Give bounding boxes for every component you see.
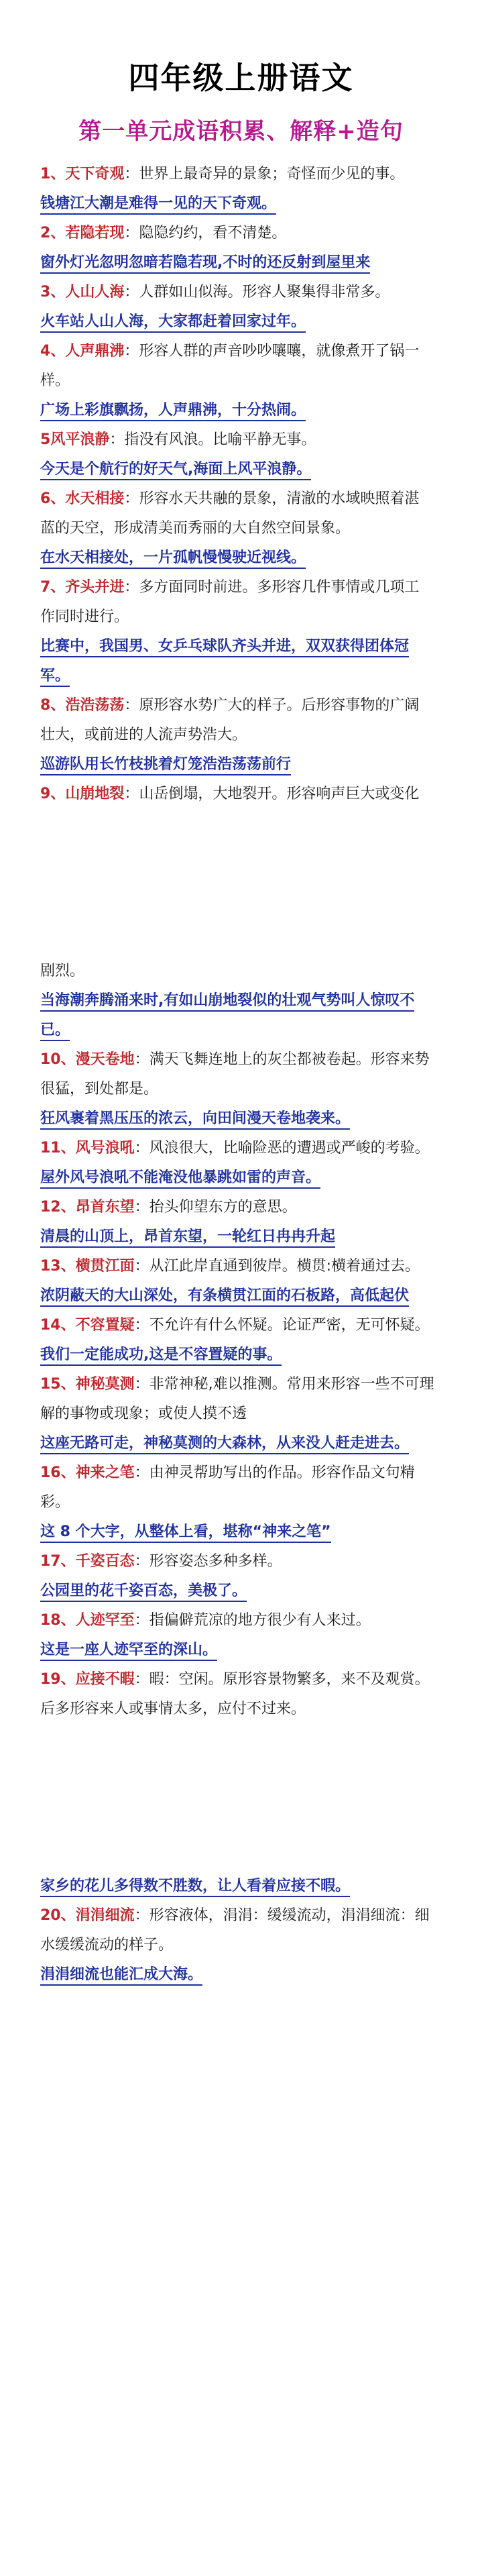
entry-number: 2、 bbox=[40, 225, 66, 241]
definition-line bbox=[40, 1695, 456, 1724]
definition-line bbox=[40, 1606, 456, 1635]
idiom-term: 神秘莫测 bbox=[75, 1376, 135, 1393]
definition-text: 很猛，到处都是。 bbox=[40, 1081, 159, 1097]
idiom-term: 涓涓细流 bbox=[75, 1907, 135, 1924]
example-sentence: 钱塘江大潮是难得一见的天下奇观。 bbox=[40, 195, 276, 215]
definition-line bbox=[40, 1075, 456, 1104]
entry-number: 16、 bbox=[40, 1464, 76, 1481]
idiom-term: 应接不暇 bbox=[75, 1671, 135, 1688]
entry-number: 20、 bbox=[40, 1907, 76, 1924]
definition-text: ：指偏僻荒凉的地方很少有人来过。 bbox=[134, 1612, 371, 1629]
idiom-term: 齐头并进 bbox=[65, 579, 125, 596]
definition-line bbox=[40, 1547, 456, 1576]
definition-line bbox=[40, 160, 456, 189]
idiom-term: 水天相接 bbox=[65, 490, 125, 507]
definition-line bbox=[40, 1193, 456, 1222]
definition-text: 彩。 bbox=[40, 1494, 70, 1511]
definition-text: ：非常神秘,难以推测。常用来形容一些不可理 bbox=[134, 1376, 434, 1393]
definition-line bbox=[40, 957, 456, 986]
definition-line bbox=[40, 1458, 456, 1488]
example-sentence: 我们一定能成功,这是不容置疑的事。 bbox=[40, 1346, 282, 1366]
example-sentence-line bbox=[40, 543, 456, 573]
definition-text: ：形容水天共融的景象，清澈的水域映照着湛 bbox=[124, 490, 420, 507]
example-sentence: 浓阴蔽天的大山深处，有条横贯江面的石板路，高低起伏 bbox=[40, 1287, 409, 1307]
example-sentence: 巡游队用长竹枝挑着灯笼浩浩荡荡前行 bbox=[40, 756, 291, 775]
idiom-term: 风号浪吼 bbox=[75, 1140, 135, 1157]
example-sentence-line bbox=[40, 307, 456, 337]
idiom-term: 山崩地裂 bbox=[65, 786, 125, 802]
idiom-entry bbox=[40, 278, 456, 337]
idiom-term: 人迹罕至 bbox=[75, 1612, 135, 1629]
idiom-term: 风平浪静 bbox=[50, 431, 110, 448]
definition-text: ：世界上最奇异的景象；奇怪而少见的事。 bbox=[124, 166, 405, 182]
definition-text: ：满天飞舞连地上的灰尘都被卷起。形容来势 bbox=[134, 1051, 430, 1068]
definition-line bbox=[40, 1311, 456, 1340]
idiom-entry bbox=[40, 484, 456, 573]
definition-line bbox=[40, 1399, 456, 1429]
example-sentence: 今天是个航行的好天气,海面上风平浪静。 bbox=[40, 461, 311, 480]
entry-number: 17、 bbox=[40, 1553, 76, 1570]
idiom-entry bbox=[40, 160, 456, 219]
idiom-entry bbox=[40, 425, 456, 484]
definition-text: 后多形容来人或事情太多，应付不过来。 bbox=[40, 1701, 306, 1717]
example-sentence-line bbox=[40, 189, 456, 219]
example-sentence: 这是一座人迹罕至的深山。 bbox=[40, 1642, 217, 1661]
definition-line bbox=[40, 484, 456, 514]
definition-text: 蓝的天空，形成清美而秀丽的大自然空间景象。 bbox=[40, 520, 351, 537]
definition-line bbox=[40, 1252, 456, 1281]
idiom-entry bbox=[40, 957, 456, 1045]
idiom-term: 横贯江面 bbox=[75, 1258, 135, 1275]
example-sentence: 在水天相接处，一片孤帆慢慢驶近视线。 bbox=[40, 549, 306, 569]
entry-number: 11、 bbox=[40, 1140, 76, 1157]
example-sentence: 这 8 个大字，从整体上看，堪称“神来之笔” bbox=[40, 1523, 331, 1543]
definition-text: ：原形容水势广大的样子。后形容事物的广阔 bbox=[124, 697, 420, 714]
example-sentence-line bbox=[40, 1163, 456, 1193]
idiom-entry bbox=[40, 1665, 456, 1724]
example-sentence-line bbox=[40, 1635, 456, 1665]
definition-text: ：风浪很大，比喻险恶的遭遇或严峻的考验。 bbox=[134, 1140, 430, 1157]
example-sentence-line bbox=[40, 1340, 456, 1370]
example-sentence-line bbox=[40, 986, 456, 1016]
example-sentence-line bbox=[40, 1960, 456, 1990]
definition-line bbox=[40, 425, 456, 455]
example-sentence: 清晨的山顶上，昂首东望，一轮红日冉冉升起 bbox=[40, 1228, 335, 1248]
idiom-term: 千姿百态 bbox=[75, 1553, 135, 1570]
idiom-term: 人山人海 bbox=[65, 284, 125, 301]
idiom-entry bbox=[40, 337, 456, 425]
example-sentence-line bbox=[40, 1517, 456, 1547]
entry-number: 19、 bbox=[40, 1671, 76, 1688]
idiom-entry bbox=[40, 1901, 456, 1990]
example-sentence: 公园里的花千姿百态，美极了。 bbox=[40, 1582, 247, 1602]
definition-text: ：从江此岸直通到彼岸。横贯:横着通过去。 bbox=[134, 1258, 420, 1275]
example-sentence: 窗外灯光忽明忽暗若隐若现,不时的还反射到屋里来 bbox=[40, 254, 370, 274]
example-sentence: 已。 bbox=[40, 1022, 70, 1041]
definition-line bbox=[40, 278, 456, 307]
definition-text: 剧烈。 bbox=[40, 963, 85, 979]
definition-text: ：隐隐约约，看不清楚。 bbox=[124, 225, 287, 241]
definition-text: ：形容姿态多种多样。 bbox=[134, 1553, 282, 1570]
page-title: 四年级上册语文 bbox=[128, 60, 354, 96]
example-sentence: 当海潮奔腾涌来时,有如山崩地裂似的壮观气势叫人惊叹不 bbox=[40, 992, 414, 1012]
definition-text: ：不允许有什么怀疑。论证严密，无可怀疑。 bbox=[134, 1317, 430, 1334]
example-sentence: 比赛中，我国男、女乒乓球队齐头并进，双双获得团体冠 bbox=[40, 638, 409, 657]
definition-text: ：由神灵帮助写出的作品。形容作品文句精 bbox=[134, 1464, 415, 1481]
example-sentence: 火车站人山人海，大家都赶着回家过年。 bbox=[40, 313, 306, 333]
idiom-term: 不容置疑 bbox=[75, 1317, 135, 1334]
idiom-term: 昂首东望 bbox=[75, 1199, 135, 1216]
idiom-entry bbox=[40, 1311, 456, 1370]
definition-line bbox=[40, 1370, 456, 1399]
definition-line bbox=[40, 720, 456, 750]
definition-line bbox=[40, 602, 456, 632]
example-sentence-line bbox=[40, 248, 456, 278]
idiom-entry bbox=[40, 1134, 456, 1193]
entry-number: 15、 bbox=[40, 1376, 76, 1393]
example-sentence-line bbox=[40, 1281, 456, 1311]
definition-line bbox=[40, 337, 456, 366]
definition-text: ：人群如山似海。形容人聚集得非常多。 bbox=[124, 284, 390, 301]
entry-number: 13、 bbox=[40, 1258, 76, 1275]
entry-number: 4、 bbox=[40, 343, 66, 360]
example-sentence: 这座无路可走，神秘莫测的大森林，从来没人赶走进去。 bbox=[40, 1435, 409, 1454]
entry-number: 12、 bbox=[40, 1199, 76, 1216]
idiom-entry bbox=[40, 1045, 456, 1134]
entry-number: 7、 bbox=[40, 579, 66, 596]
idiom-entry bbox=[40, 573, 456, 691]
definition-line bbox=[40, 1488, 456, 1517]
idiom-term: 浩浩荡荡 bbox=[65, 697, 125, 714]
entry-number: 14、 bbox=[40, 1317, 76, 1334]
idiom-term: 神来之笔 bbox=[75, 1464, 135, 1481]
idiom-entry bbox=[40, 1458, 456, 1547]
example-sentence-line bbox=[40, 1222, 456, 1252]
definition-text: ：形容人群的声音吵吵嚷嚷，就像煮开了锅一 bbox=[124, 343, 420, 360]
definition-text: 壮大，或前进的人流声势浩大。 bbox=[40, 727, 247, 743]
idiom-term: 漫天卷地 bbox=[75, 1051, 135, 1068]
definition-line bbox=[40, 573, 456, 602]
example-sentence: 广场上彩旗飘扬，人声鼎沸，十分热闹。 bbox=[40, 402, 306, 421]
idiom-entry bbox=[40, 219, 456, 278]
entry-number: 6、 bbox=[40, 490, 66, 507]
entry-number: 9、 bbox=[40, 786, 66, 802]
entry-number: 3、 bbox=[40, 284, 66, 301]
definition-line bbox=[40, 691, 456, 720]
example-sentence-line bbox=[40, 1016, 456, 1045]
definition-line bbox=[40, 1134, 456, 1163]
example-sentence-line bbox=[40, 661, 456, 691]
definition-text: ：暇：空闲。原形容景物繁多，来不及观赏。 bbox=[134, 1671, 430, 1688]
definition-line bbox=[40, 514, 456, 543]
definition-line bbox=[40, 366, 456, 396]
idiom-entry bbox=[40, 1547, 456, 1606]
idiom-entry bbox=[40, 1193, 456, 1252]
definition-text: 作同时进行。 bbox=[40, 608, 129, 625]
example-sentence-line bbox=[40, 396, 456, 425]
idiom-entry bbox=[40, 1370, 456, 1458]
definition-text: ：山岳倒塌，大地裂开。形容响声巨大或变化 bbox=[124, 786, 420, 802]
example-sentence-line bbox=[40, 1576, 456, 1606]
definition-text: ：抬头仰望东方的意思。 bbox=[134, 1199, 297, 1216]
idiom-entry bbox=[40, 1252, 456, 1311]
example-sentence: 屋外风号浪吼不能淹没他暴跳如雷的声音。 bbox=[40, 1169, 320, 1189]
idiom-entry bbox=[40, 780, 456, 809]
entry-number: 10、 bbox=[40, 1051, 76, 1068]
definition-line bbox=[40, 1665, 456, 1695]
example-sentence-line bbox=[40, 455, 456, 484]
example-sentence-line bbox=[40, 632, 456, 661]
definition-text: 水缓缓流动的样子。 bbox=[40, 1937, 174, 1953]
definition-text: ：形容液体，涓涓：缓缓流动，涓涓细流：细 bbox=[134, 1907, 430, 1924]
definition-text: ：多方面同时前进。多形容几件事情或几项工 bbox=[124, 579, 420, 596]
entry-number: 8、 bbox=[40, 697, 66, 714]
definition-line bbox=[40, 1045, 456, 1075]
entry-number: 1、 bbox=[40, 166, 66, 182]
example-sentence-line bbox=[40, 1872, 456, 1901]
entry-number: 18、 bbox=[40, 1612, 76, 1629]
example-sentence: 家乡的花儿多得数不胜数，让人看着应接不暇。 bbox=[40, 1878, 350, 1897]
idiom-term: 若隐若现 bbox=[65, 225, 125, 241]
example-sentence-line bbox=[40, 750, 456, 780]
idiom-term: 天下奇观 bbox=[65, 166, 125, 182]
definition-line bbox=[40, 1931, 456, 1960]
idiom-entry bbox=[40, 1872, 456, 1901]
entry-number: 5 bbox=[40, 431, 51, 448]
definition-text: 解的事物或现象；或使人摸不透 bbox=[40, 1405, 247, 1422]
idiom-entry bbox=[40, 1606, 456, 1665]
example-sentence: 军。 bbox=[40, 667, 70, 687]
definition-text: ：指没有风浪。比喻平静无事。 bbox=[109, 431, 316, 448]
example-sentence-line bbox=[40, 1104, 456, 1134]
definition-line bbox=[40, 219, 456, 248]
definition-line bbox=[40, 780, 456, 809]
page-subtitle: 第一单元成语积累、解释+造句 bbox=[78, 118, 404, 145]
idiom-entry bbox=[40, 691, 456, 780]
definition-line bbox=[40, 1901, 456, 1931]
example-sentence: 狂风裹着黑压压的浓云，向田间漫天卷地袭来。 bbox=[40, 1110, 350, 1130]
example-sentence-line bbox=[40, 1429, 456, 1458]
example-sentence: 涓涓细流也能汇成大海。 bbox=[40, 1966, 202, 1986]
definition-text: 样。 bbox=[40, 372, 70, 389]
idiom-term: 人声鼎沸 bbox=[65, 343, 125, 360]
